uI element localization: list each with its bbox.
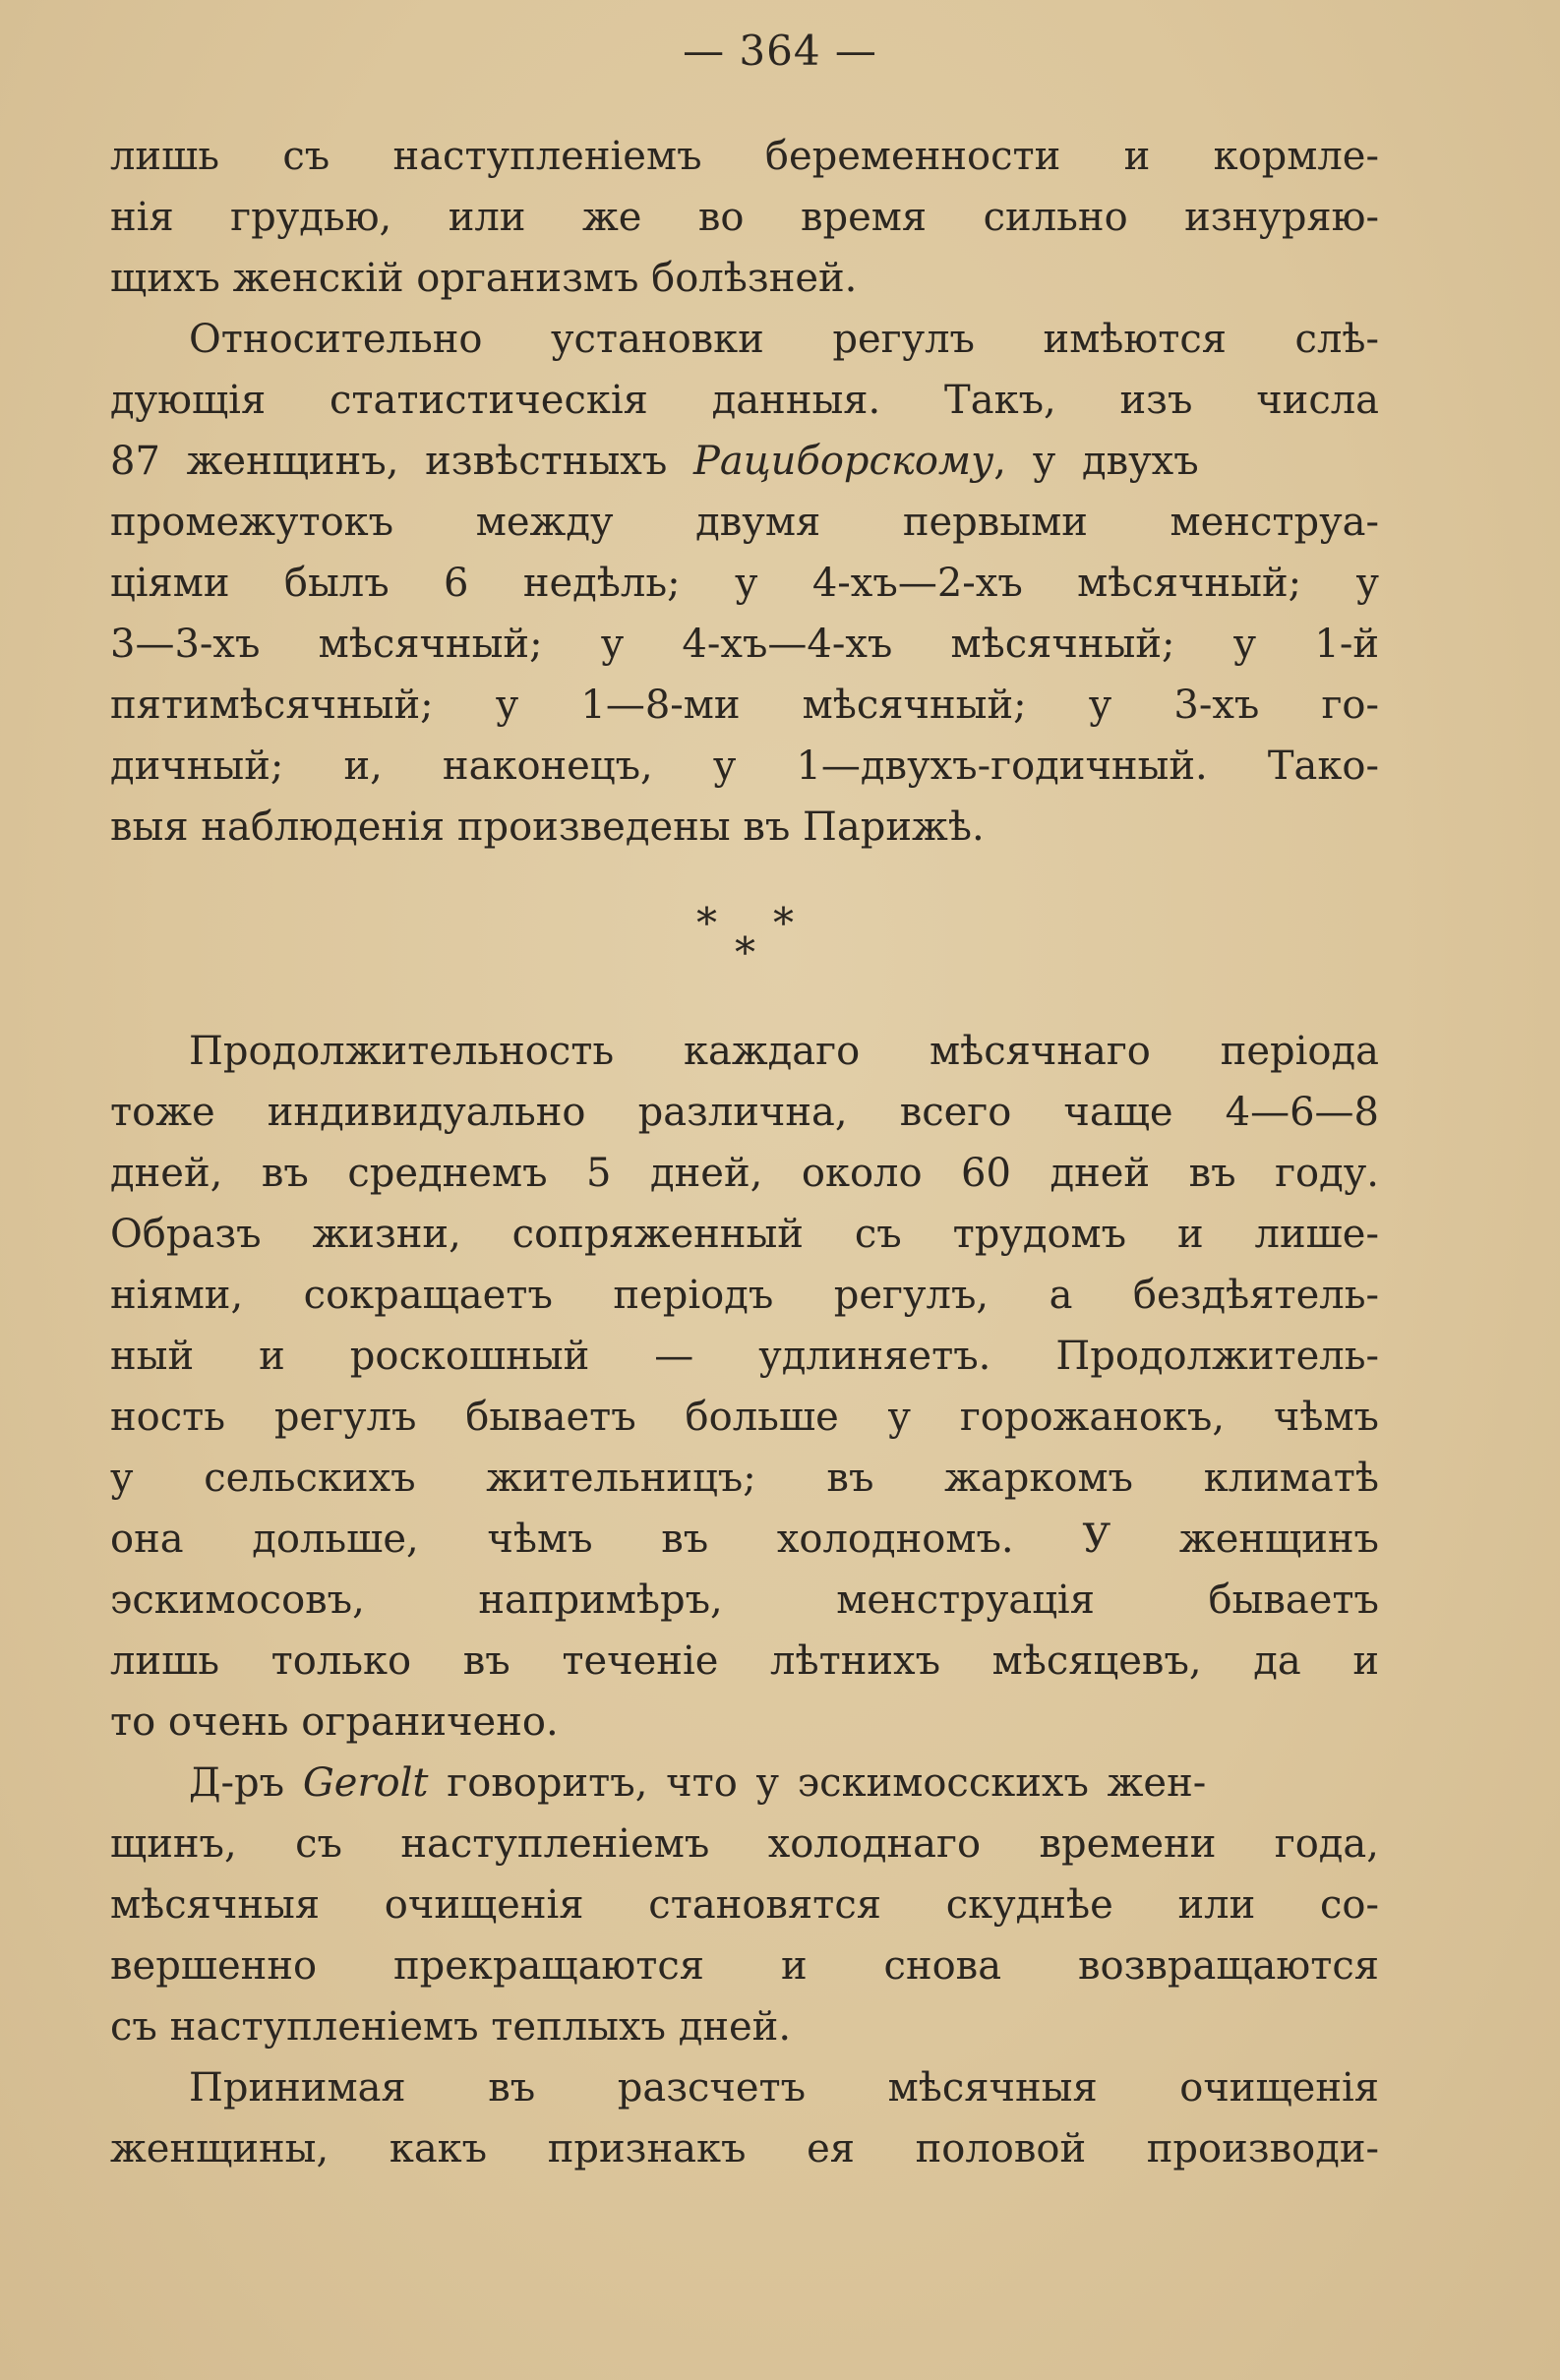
text-line: ность регулъ бываетъ больше у горожанокъ, чѣмъ (110, 1395, 1379, 1440)
italic-name: Gerolt (302, 1760, 429, 1806)
text-line-with-italic (110, 431, 1379, 492)
text-line: мѣсячныя очищенія становятся скуднѣе или со- (110, 1882, 1379, 1928)
text-line-with-italic (110, 1753, 1379, 1814)
text-line: эскимосовъ, напримѣръ, менструація бываетъ (110, 1577, 1379, 1623)
paragraph-1 (110, 126, 1379, 309)
text-line: пятимѣсячный; у 1—8-ми мѣсячный; у 3-хъ го- (110, 683, 1379, 728)
text-line: женщины, какъ признакъ ея половой производи- (110, 2126, 1379, 2172)
page-number: — 364 — (683, 27, 877, 75)
text-line: съ наступленіемъ теплыхъ дней. (110, 2004, 792, 2050)
text-line: то очень ограничено. (110, 1699, 559, 1745)
text-line: вершенно прекращаются и снова возвращаются (110, 1943, 1379, 1989)
paragraph-5 (110, 2057, 1379, 2179)
text-line: дующія статистическія данныя. Такъ, изъ числа (110, 378, 1379, 423)
text-line: Образъ жизни, сопряженный съ трудомъ и лише- (110, 1212, 1379, 1257)
asterisk: * (773, 899, 794, 947)
paragraph-2 (110, 309, 1379, 858)
text-line: лишь съ наступленіемъ беременности и кормле- (110, 134, 1379, 179)
text-line: у сельскихъ жительницъ; въ жаркомъ климатѣ (110, 1456, 1379, 1501)
italic-name: Рациборскому (693, 439, 994, 484)
text-line: ный и роскошный — удлиняетъ. Продолжитель- (110, 1334, 1379, 1379)
text-line: дичный; и, наконецъ, у 1—двухъ-годичный. Тако- (110, 744, 1379, 789)
text-line: щихъ женскій организмъ болѣзней. (110, 256, 858, 301)
text-fragment: 87 женщинъ, извѣстныхъ (110, 439, 668, 484)
text-line: щинъ, съ наступленіемъ холоднаго времени года, (110, 1821, 1379, 1867)
text-line: Продолжительность каждаго мѣсячнаго періода (189, 1029, 1379, 1074)
text-line: выя наблюденія произведены въ Парижѣ. (110, 804, 985, 850)
paragraph-3 (110, 1021, 1379, 1753)
section-separator (0, 893, 1560, 982)
text-line: ніями, сокращаетъ періодъ регулъ, а бездѣятель- (110, 1273, 1379, 1318)
text-line: тоже индивидуально различна, всего чаще 4—6—8 (110, 1090, 1379, 1135)
paragraph-4 (110, 1753, 1379, 2057)
text-line: она дольше, чѣмъ въ холодномъ. У женщинъ (110, 1517, 1379, 1562)
text-fragment: , у двухъ (993, 439, 1199, 484)
text-line: Относительно установки регулъ имѣются слѣ- (189, 317, 1379, 362)
text-line: Принимая въ разсчетъ мѣсячныя очищенія (189, 2065, 1379, 2111)
asterisk: * (735, 928, 755, 977)
text-line: нія грудью, или же во время сильно изнуряю- (110, 195, 1379, 240)
text-line: промежутокъ между двумя первыми менструа- (110, 500, 1379, 545)
asterisk: * (696, 899, 717, 947)
text-fragment: Д-ръ (189, 1760, 285, 1806)
text-fragment: говоритъ, что у эскимосскихъ жен- (447, 1760, 1207, 1806)
text-line: лишь только въ теченіе лѣтнихъ мѣсяцевъ, да и (110, 1638, 1379, 1684)
text-line: дней, въ среднемъ 5 дней, около 60 дней въ году. (110, 1151, 1379, 1196)
text-line: 3—3-хъ мѣсячный; у 4-хъ—4-хъ мѣсячный; у 1-й (110, 622, 1379, 667)
text-line: ціями былъ 6 недѣль; у 4-хъ—2-хъ мѣсячный; у (110, 561, 1379, 606)
